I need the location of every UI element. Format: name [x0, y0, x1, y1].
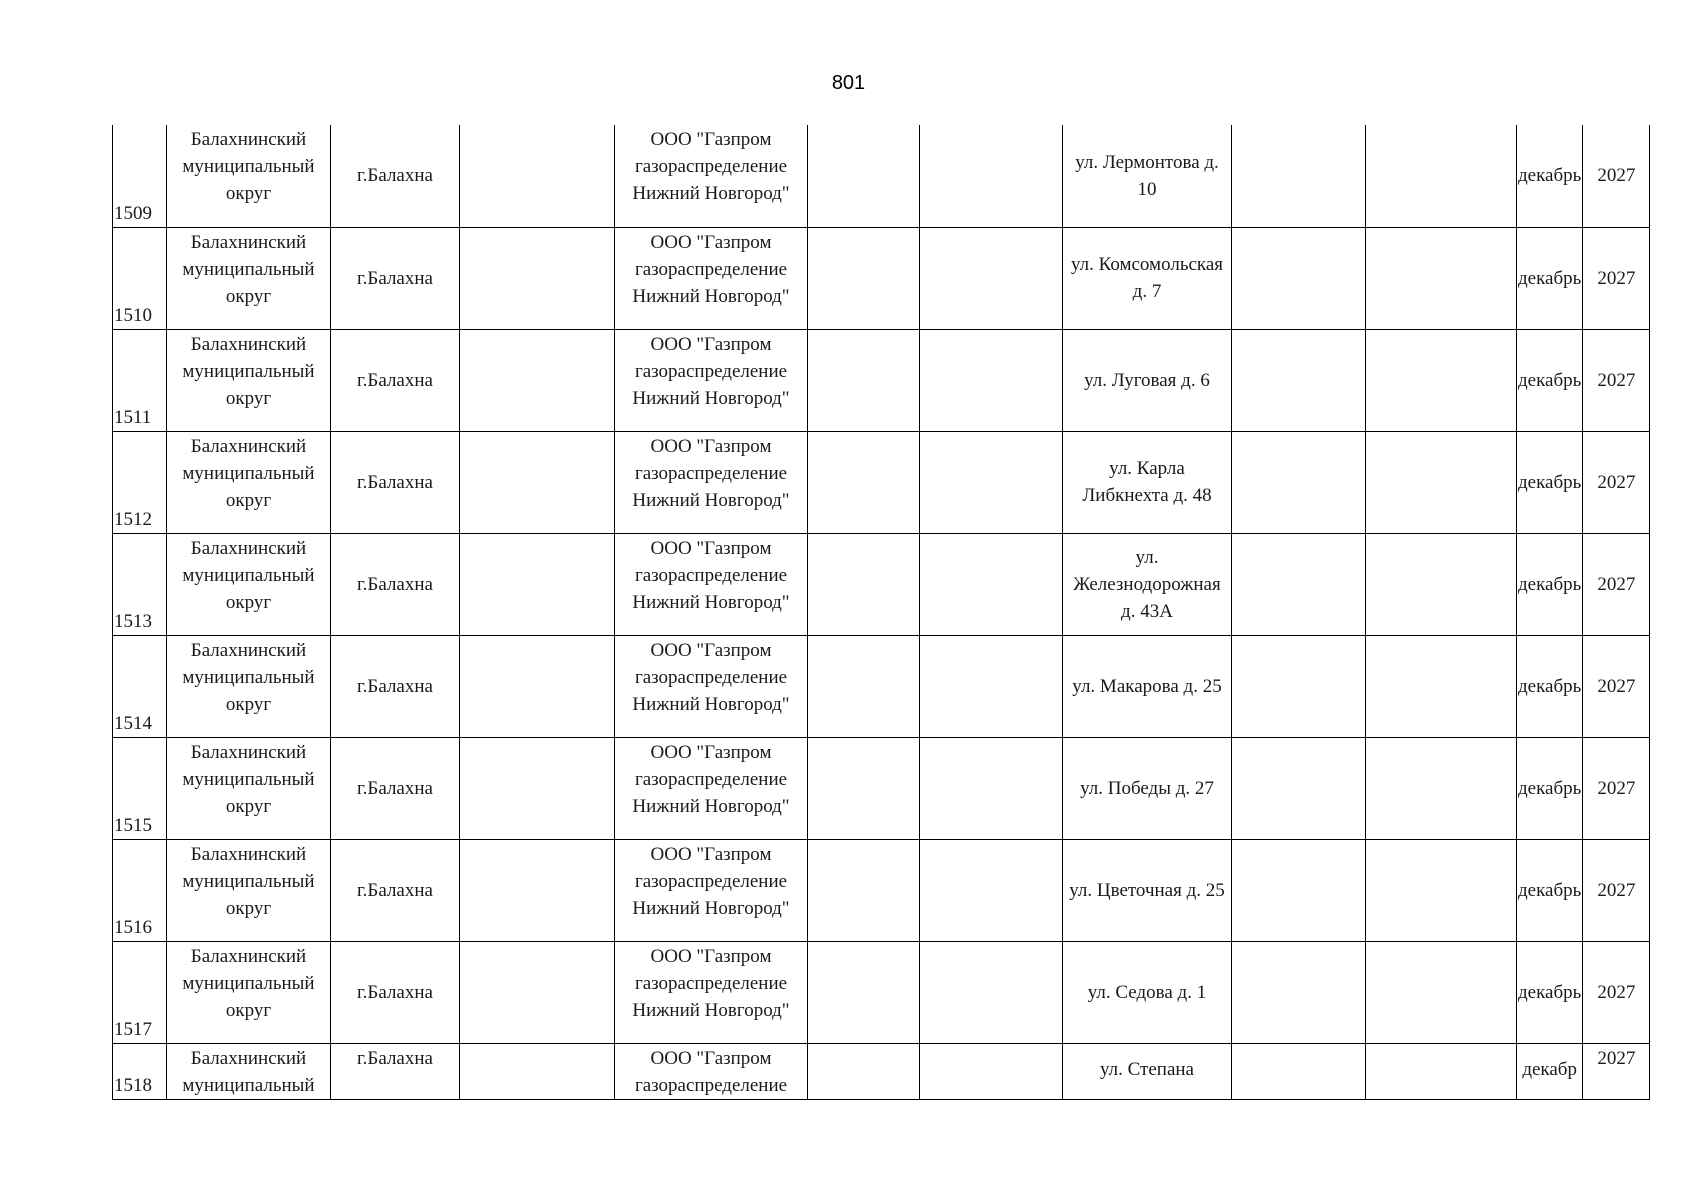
locality-cell: г.Балахна [331, 329, 460, 431]
year-cell: 2027 [1583, 839, 1650, 941]
year-cell: 2027 [1583, 737, 1650, 839]
locality-cell: г.Балахна [331, 125, 460, 227]
organization-cell: ООО "Газпром газораспределение Нижний Новгород" [615, 431, 808, 533]
empty-cell [1232, 431, 1366, 533]
empty-cell [808, 227, 920, 329]
table-row [113, 125, 1650, 227]
district-cell: Балахнинский муниципальный округ [167, 737, 331, 839]
year-cell: 2027 [1583, 635, 1650, 737]
table-row [113, 227, 1650, 329]
address-cell: ул. Степана [1063, 1043, 1232, 1099]
row-number: 1513 [113, 533, 167, 635]
empty-cell [1232, 941, 1366, 1043]
row-number: 1509 [113, 125, 167, 227]
organization-cell: ООО "Газпром газораспределение Нижний Новгород" [615, 227, 808, 329]
empty-cell [1232, 737, 1366, 839]
row-number: 1515 [113, 737, 167, 839]
district-cell: Балахнинский муниципальный округ [167, 839, 331, 941]
empty-cell [1232, 125, 1366, 227]
month-cell: декабрь [1517, 737, 1583, 839]
month-cell: декабр [1517, 1043, 1583, 1099]
empty-cell [1232, 839, 1366, 941]
address-cell: ул. Луговая д. 6 [1063, 329, 1232, 431]
district-cell: Балахнинский муниципальный округ [167, 329, 331, 431]
table-row [113, 839, 1650, 941]
address-cell: ул. Комсомольская д. 7 [1063, 227, 1232, 329]
empty-cell [1366, 839, 1517, 941]
locality-cell: г.Балахна [331, 1043, 460, 1099]
table-row [113, 329, 1650, 431]
organization-cell: ООО "Газпром газораспределение Нижний Новгород" [615, 533, 808, 635]
year-cell: 2027 [1583, 125, 1650, 227]
organization-cell: ООО "Газпром газораспределение Нижний Новгород" [615, 329, 808, 431]
locality-cell: г.Балахна [331, 431, 460, 533]
district-cell: Балахнинский муниципальный округ [167, 635, 331, 737]
empty-cell [808, 737, 920, 839]
year-cell: 2027 [1583, 227, 1650, 329]
district-cell: Балахнинский муниципальный [167, 1043, 331, 1099]
row-number: 1514 [113, 635, 167, 737]
month-cell: декабрь [1517, 533, 1583, 635]
empty-cell [1232, 329, 1366, 431]
address-cell: ул. Макарова д. 25 [1063, 635, 1232, 737]
empty-cell [920, 1043, 1063, 1099]
year-cell: 2027 [1583, 1043, 1650, 1099]
year-cell: 2027 [1583, 431, 1650, 533]
organization-cell: ООО "Газпром газораспределение Нижний Новгород" [615, 125, 808, 227]
row-number: 1510 [113, 227, 167, 329]
empty-cell [460, 839, 615, 941]
empty-cell [1366, 227, 1517, 329]
district-cell: Балахнинский муниципальный округ [167, 941, 331, 1043]
district-cell: Балахнинский муниципальный округ [167, 125, 331, 227]
address-cell: ул. Победы д. 27 [1063, 737, 1232, 839]
month-cell: декабрь [1517, 839, 1583, 941]
organization-cell: ООО "Газпром газораспределение Нижний Новгород" [615, 839, 808, 941]
page-number: 801 [831, 72, 866, 94]
empty-cell [1366, 737, 1517, 839]
empty-cell [920, 533, 1063, 635]
empty-cell [920, 125, 1063, 227]
locality-cell: г.Балахна [331, 227, 460, 329]
month-cell: декабрь [1517, 329, 1583, 431]
empty-cell [1232, 635, 1366, 737]
locality-cell: г.Балахна [331, 533, 460, 635]
locality-cell: г.Балахна [331, 839, 460, 941]
table-row [113, 431, 1650, 533]
locality-cell: г.Балахна [331, 635, 460, 737]
empty-cell [920, 737, 1063, 839]
empty-cell [808, 839, 920, 941]
district-cell: Балахнинский муниципальный округ [167, 227, 331, 329]
month-cell: декабрь [1517, 431, 1583, 533]
empty-cell [920, 227, 1063, 329]
district-cell: Балахнинский муниципальный округ [167, 431, 331, 533]
row-number: 1518 [113, 1043, 167, 1099]
year-cell: 2027 [1583, 941, 1650, 1043]
empty-cell [808, 941, 920, 1043]
table-row [113, 1043, 1650, 1099]
empty-cell [460, 941, 615, 1043]
empty-cell [460, 737, 615, 839]
address-cell: ул. Карла Либкнехта д. 48 [1063, 431, 1232, 533]
empty-cell [1232, 533, 1366, 635]
empty-cell [460, 635, 615, 737]
registry-table-body [113, 125, 1650, 1099]
empty-cell [808, 1043, 920, 1099]
table-row [113, 533, 1650, 635]
empty-cell [1232, 1043, 1366, 1099]
address-cell: ул. Железнодорожная д. 43А [1063, 533, 1232, 635]
empty-cell [460, 1043, 615, 1099]
empty-cell [920, 839, 1063, 941]
registry-table [112, 125, 1650, 1100]
locality-cell: г.Балахна [331, 941, 460, 1043]
organization-cell: ООО "Газпром газораспределение Нижний Новгород" [615, 941, 808, 1043]
table-row [113, 737, 1650, 839]
address-cell: ул. Седова д. 1 [1063, 941, 1232, 1043]
month-cell: декабрь [1517, 635, 1583, 737]
empty-cell [808, 329, 920, 431]
empty-cell [1366, 533, 1517, 635]
empty-cell [808, 635, 920, 737]
empty-cell [1366, 125, 1517, 227]
table-row [113, 941, 1650, 1043]
empty-cell [1366, 635, 1517, 737]
month-cell: декабрь [1517, 125, 1583, 227]
row-number: 1517 [113, 941, 167, 1043]
row-number: 1512 [113, 431, 167, 533]
organization-cell: ООО "Газпром газораспределение [615, 1043, 808, 1099]
empty-cell [460, 533, 615, 635]
empty-cell [1366, 329, 1517, 431]
empty-cell [920, 635, 1063, 737]
locality-cell: г.Балахна [331, 737, 460, 839]
empty-cell [460, 125, 615, 227]
table-row [113, 635, 1650, 737]
empty-cell [808, 533, 920, 635]
month-cell: декабрь [1517, 941, 1583, 1043]
empty-cell [920, 431, 1063, 533]
year-cell: 2027 [1583, 329, 1650, 431]
empty-cell [1366, 941, 1517, 1043]
address-cell: ул. Цветочная д. 25 [1063, 839, 1232, 941]
address-cell: ул. Лермонтова д. 10 [1063, 125, 1232, 227]
organization-cell: ООО "Газпром газораспределение Нижний Новгород" [615, 737, 808, 839]
empty-cell [1232, 227, 1366, 329]
row-number: 1516 [113, 839, 167, 941]
empty-cell [460, 227, 615, 329]
empty-cell [808, 125, 920, 227]
empty-cell [1366, 431, 1517, 533]
district-cell: Балахнинский муниципальный округ [167, 533, 331, 635]
empty-cell [460, 329, 615, 431]
organization-cell: ООО "Газпром газораспределение Нижний Новгород" [615, 635, 808, 737]
empty-cell [460, 431, 615, 533]
year-cell: 2027 [1583, 533, 1650, 635]
empty-cell [920, 941, 1063, 1043]
empty-cell [808, 431, 920, 533]
row-number: 1511 [113, 329, 167, 431]
empty-cell [920, 329, 1063, 431]
month-cell: декабрь [1517, 227, 1583, 329]
empty-cell [1366, 1043, 1517, 1099]
